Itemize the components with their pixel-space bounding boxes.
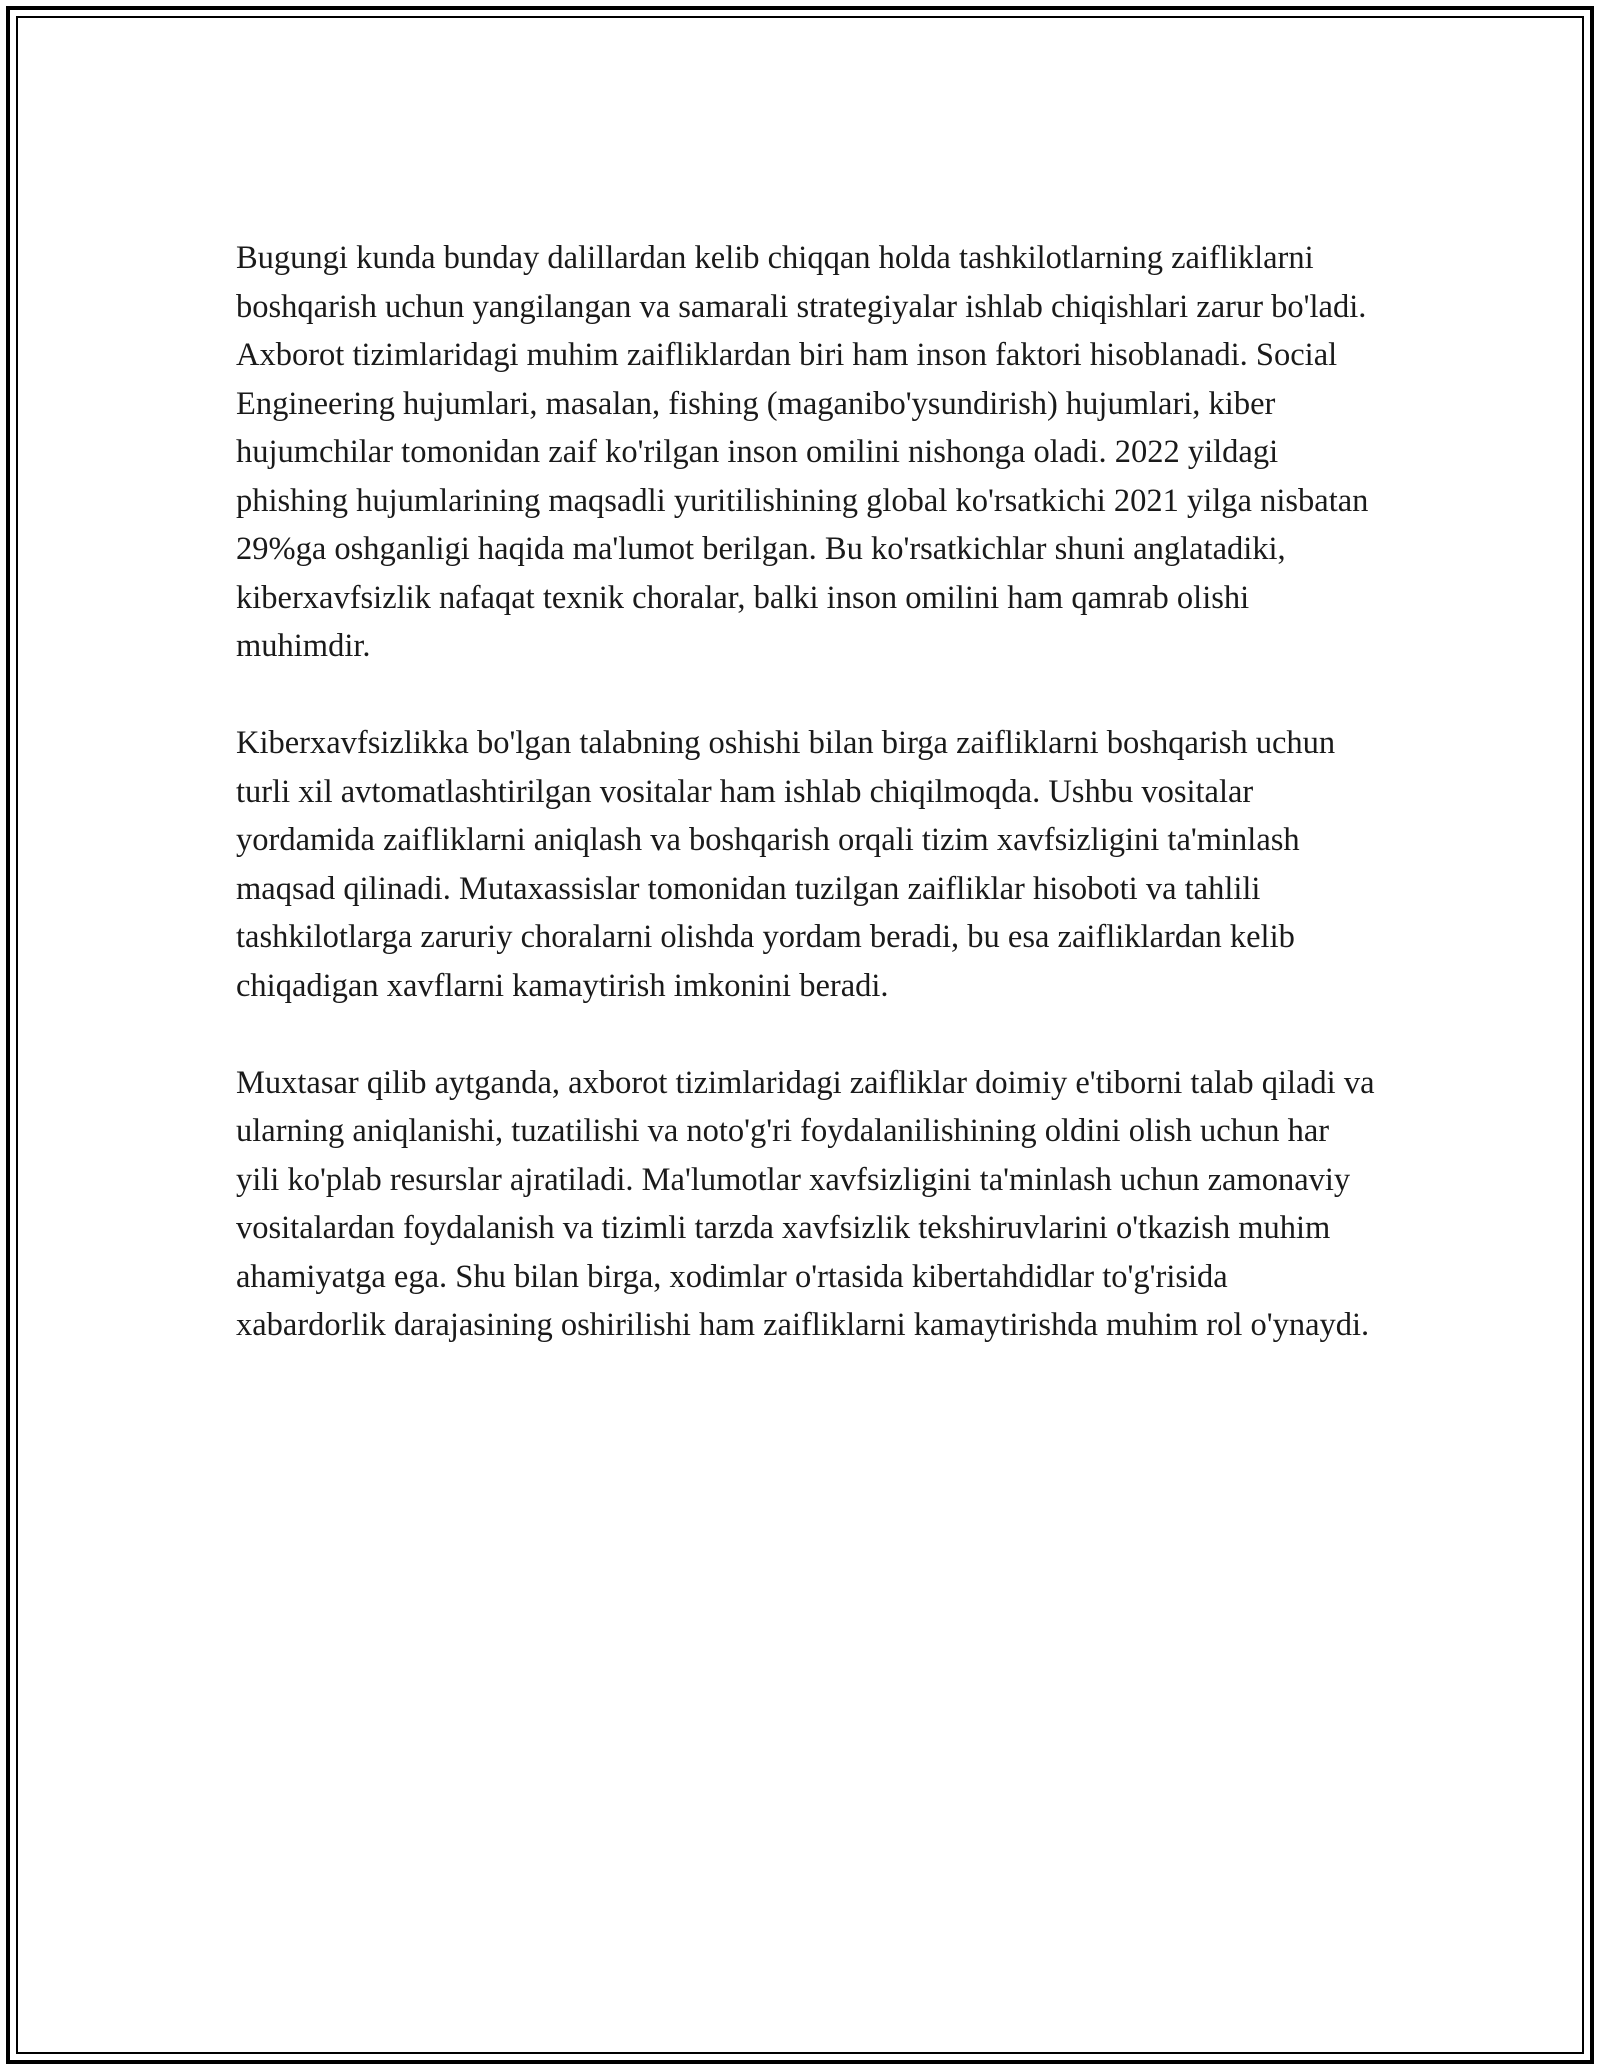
- paragraph-3: Muxtasar qilib aytganda, axborot tizimlaridagi zaifliklar doimiy e'tiborni talab qiladi va ularning aniqlanishi, tuzatilishi va noto'g'ri foydalanilishining oldini olish uchun har yili ko'plab resurslar ajratiladi. Ma'lumotlar xavfsizligini ta'minlash uchun zamonaviy vositalardan foydalanish va tizimli tarzda xavfsizlik tekshiruvlarini o'tkazish muhim ahamiyatga ega. Shu bilan birga, xodimlar o'rtasida kibertahdidlar to'g'risida xabardorlik darajasining oshirilishi ham zaifliklarni kamaytirishda muhim rol o'ynaydi.: [236, 1064, 1375, 1343]
- paragraph-2: Kiberxavfsizlikka bo'lgan talabning oshishi bilan birga zaifliklarni boshqarish uchun turli xil avtomatlashtirilgan vositalar ham ishlab chiqilmoqda. Ushbu vositalar yordamida zaifliklarni aniqlash va boshqarish orqali tizim xavfsizligini ta'minlash maqsad qilinadi. Mutaxassislar tomonidan tuzilgan zaifliklar hisoboti va tahlili tashkilotlarga zaruriy choralarni olishda yordam beradi, bu esa zaifliklardan kelib chiqadigan xavflarni kamaytirish imkonini beradi.: [236, 725, 1336, 1004]
- paragraph-1: Bugungi kunda bunday dalillardan kelib chiqqan holda tashkilotlarning zaifliklarni boshqarish uchun yangilangan va samarali strategiyalar ishlab chiqishlari zarur bo'ladi. Axborot tizimlaridagi muhim zaifliklardan biri ham inson faktori hisoblanadi. Social Engineering hujumlari, masalan, fishing (maganibo'ysundirish) hujumlari, kiber hujumchilar tomonidan zaif ko'rilgan inson omilini nishonga oladi. 2022 yildagi phishing hujumlarining maqsadli yuritilishining global ko'rsatkichi 2021 yilga nisbatan 29%ga oshganligi haqida ma'lumot berilgan. Bu ko'rsatkichlar shuni anglatadiki, kiberxavfsizlik nafaqat texnik choralar, balki inson omilini ham qamrab olishi muhimdir.: [236, 240, 1369, 664]
- document-body: [236, 234, 1376, 1350]
